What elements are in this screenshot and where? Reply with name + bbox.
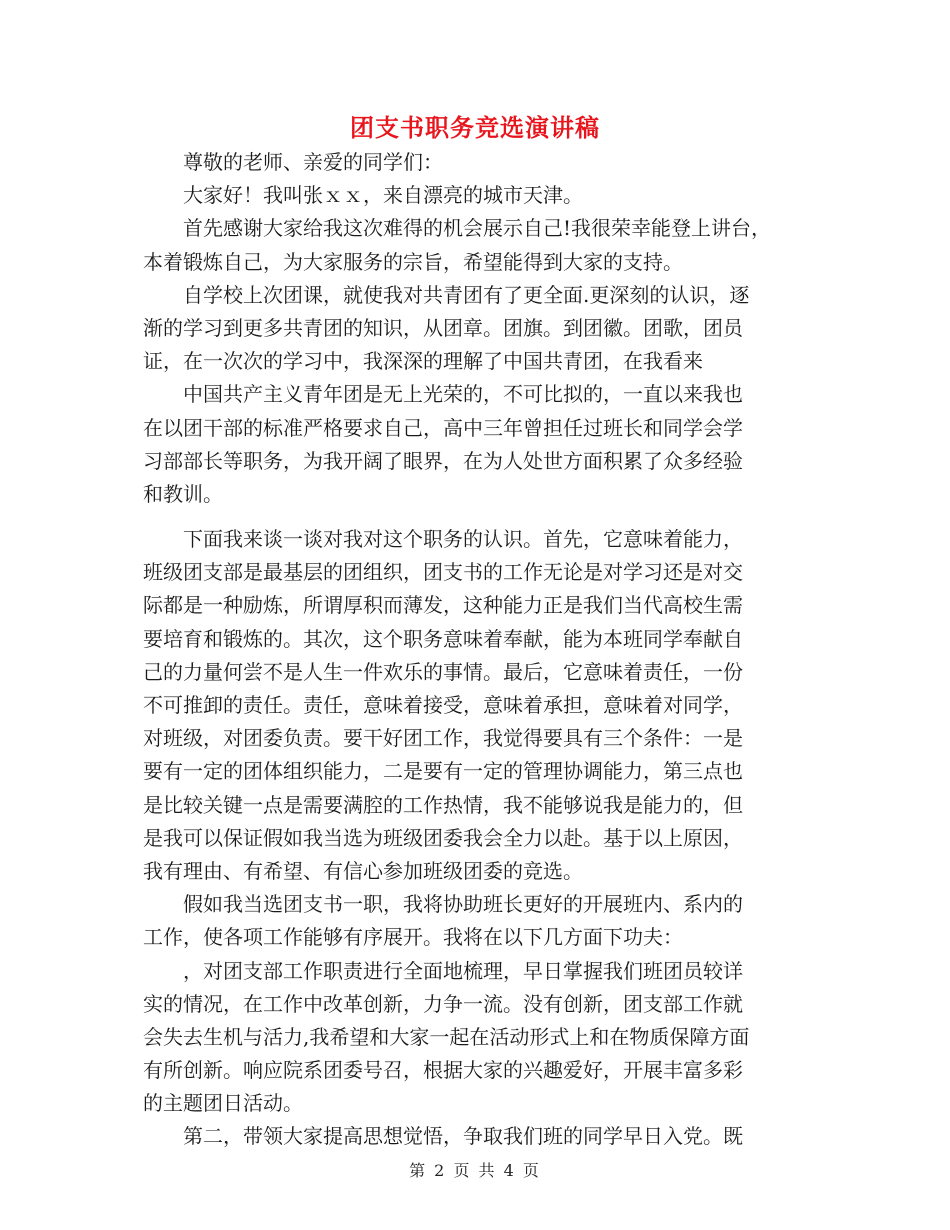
text-line: 尊敬的老师、亲爱的同学们： — [143, 150, 443, 174]
text-line: 下面我来谈一谈对我对这个职务的认识。首先，它意味着能力， — [143, 527, 743, 552]
document-body — [143, 146, 823, 1154]
text-line: 实的情况，在工作中改革创新，力争一流。没有创新，团支部工作就 — [143, 991, 743, 1016]
text-line: 证，在一次次的学习中，我深深的理解了中国共青团，在我看来 — [143, 349, 703, 374]
text-line: 有所创新。响应院系团委号召，根据大家的兴趣爱好，开展丰富多彩 — [143, 1058, 743, 1083]
text-line: ，对团支部工作职责进行全面地梳理，早日掌握我们班团员较详 — [143, 958, 743, 983]
text-line: 首先感谢大家给我这次难得的机会展示自己!我很荣幸能登上讲台， — [143, 216, 772, 241]
text-line: 对班级，对团委负责。要干好团工作，我觉得要具有三个条件：一是 — [143, 726, 743, 751]
text-line: 工作，使各项工作能够有序展开。我将在以下几方面下功夫： — [143, 925, 683, 950]
text-line: 在以团干部的标准严格要求自己，高中三年曾担任过班长和同学会学 — [143, 415, 743, 440]
text-line: 是比较关键一点是需要满腔的工作热情，我不能够说我是能力的，但 — [143, 792, 743, 817]
text-line: 中国共产主义青年团是无上光荣的，不可比拟的，一直以来我也 — [143, 382, 743, 407]
text-line: 大家好！我叫张ｘｘ，来自漂亮的城市天津。 — [143, 183, 583, 208]
text-line: 会失去生机与活力,我希望和大家一起在活动形式上和在物质保障方面 — [143, 1024, 750, 1049]
page-footer: 第 2 页 共 4 页 — [409, 1161, 541, 1180]
text-line: 是我可以保证假如我当选为班级团委我会全力以赴。基于以上原因， — [143, 825, 743, 850]
text-line: 要培育和锻炼的。其次，这个职务意味着奉献，能为本班同学奉献自 — [143, 626, 743, 651]
text-line: 假如我当选团支书一职，我将协助班长更好的开展班内、系内的 — [143, 892, 743, 917]
text-line: 际都是一种励炼，所谓厚积而薄发，这种能力正是我们当代高校生需 — [143, 593, 743, 618]
text-line: 渐的学习到更多共青团的知识，从团章。团旗。到团徽。团歌，团员 — [143, 315, 743, 340]
text-line: 己的力量何尝不是人生一件欢乐的事情。最后，它意味着责任，一份 — [143, 659, 743, 684]
text-line: 的主题团日活动。 — [143, 1091, 303, 1116]
text-line: 和教训。 — [143, 481, 223, 506]
text-line: 习部部长等职务，为我开阔了眼界，在为人处世方面积累了众多经验 — [143, 448, 743, 473]
text-line: 要有一定的团体组织能力，二是要有一定的管理协调能力，第三点也 — [143, 759, 743, 784]
text-line: 自学校上次团课，就使我对共青团有了更全面.更深刻的认识，逐 — [143, 282, 750, 307]
text-line: 班级团支部是最基层的团组织，团支书的工作无论是对学习还是对交 — [143, 560, 743, 585]
text-line: 本着锻炼自己，为大家服务的宗旨，希望能得到大家的支持。 — [143, 249, 683, 274]
text-line: 第二，带领大家提高思想觉悟，争取我们班的同学早日入党。既 — [143, 1124, 743, 1149]
text-line: 我有理由、有希望、有信心参加班级团委的竞选。 — [143, 858, 583, 883]
text-line: 不可推卸的责任。责任，意味着接受，意味着承担，意味着对同学， — [143, 693, 743, 717]
document-title: 团支书职务竞选演讲稿 — [350, 114, 600, 142]
